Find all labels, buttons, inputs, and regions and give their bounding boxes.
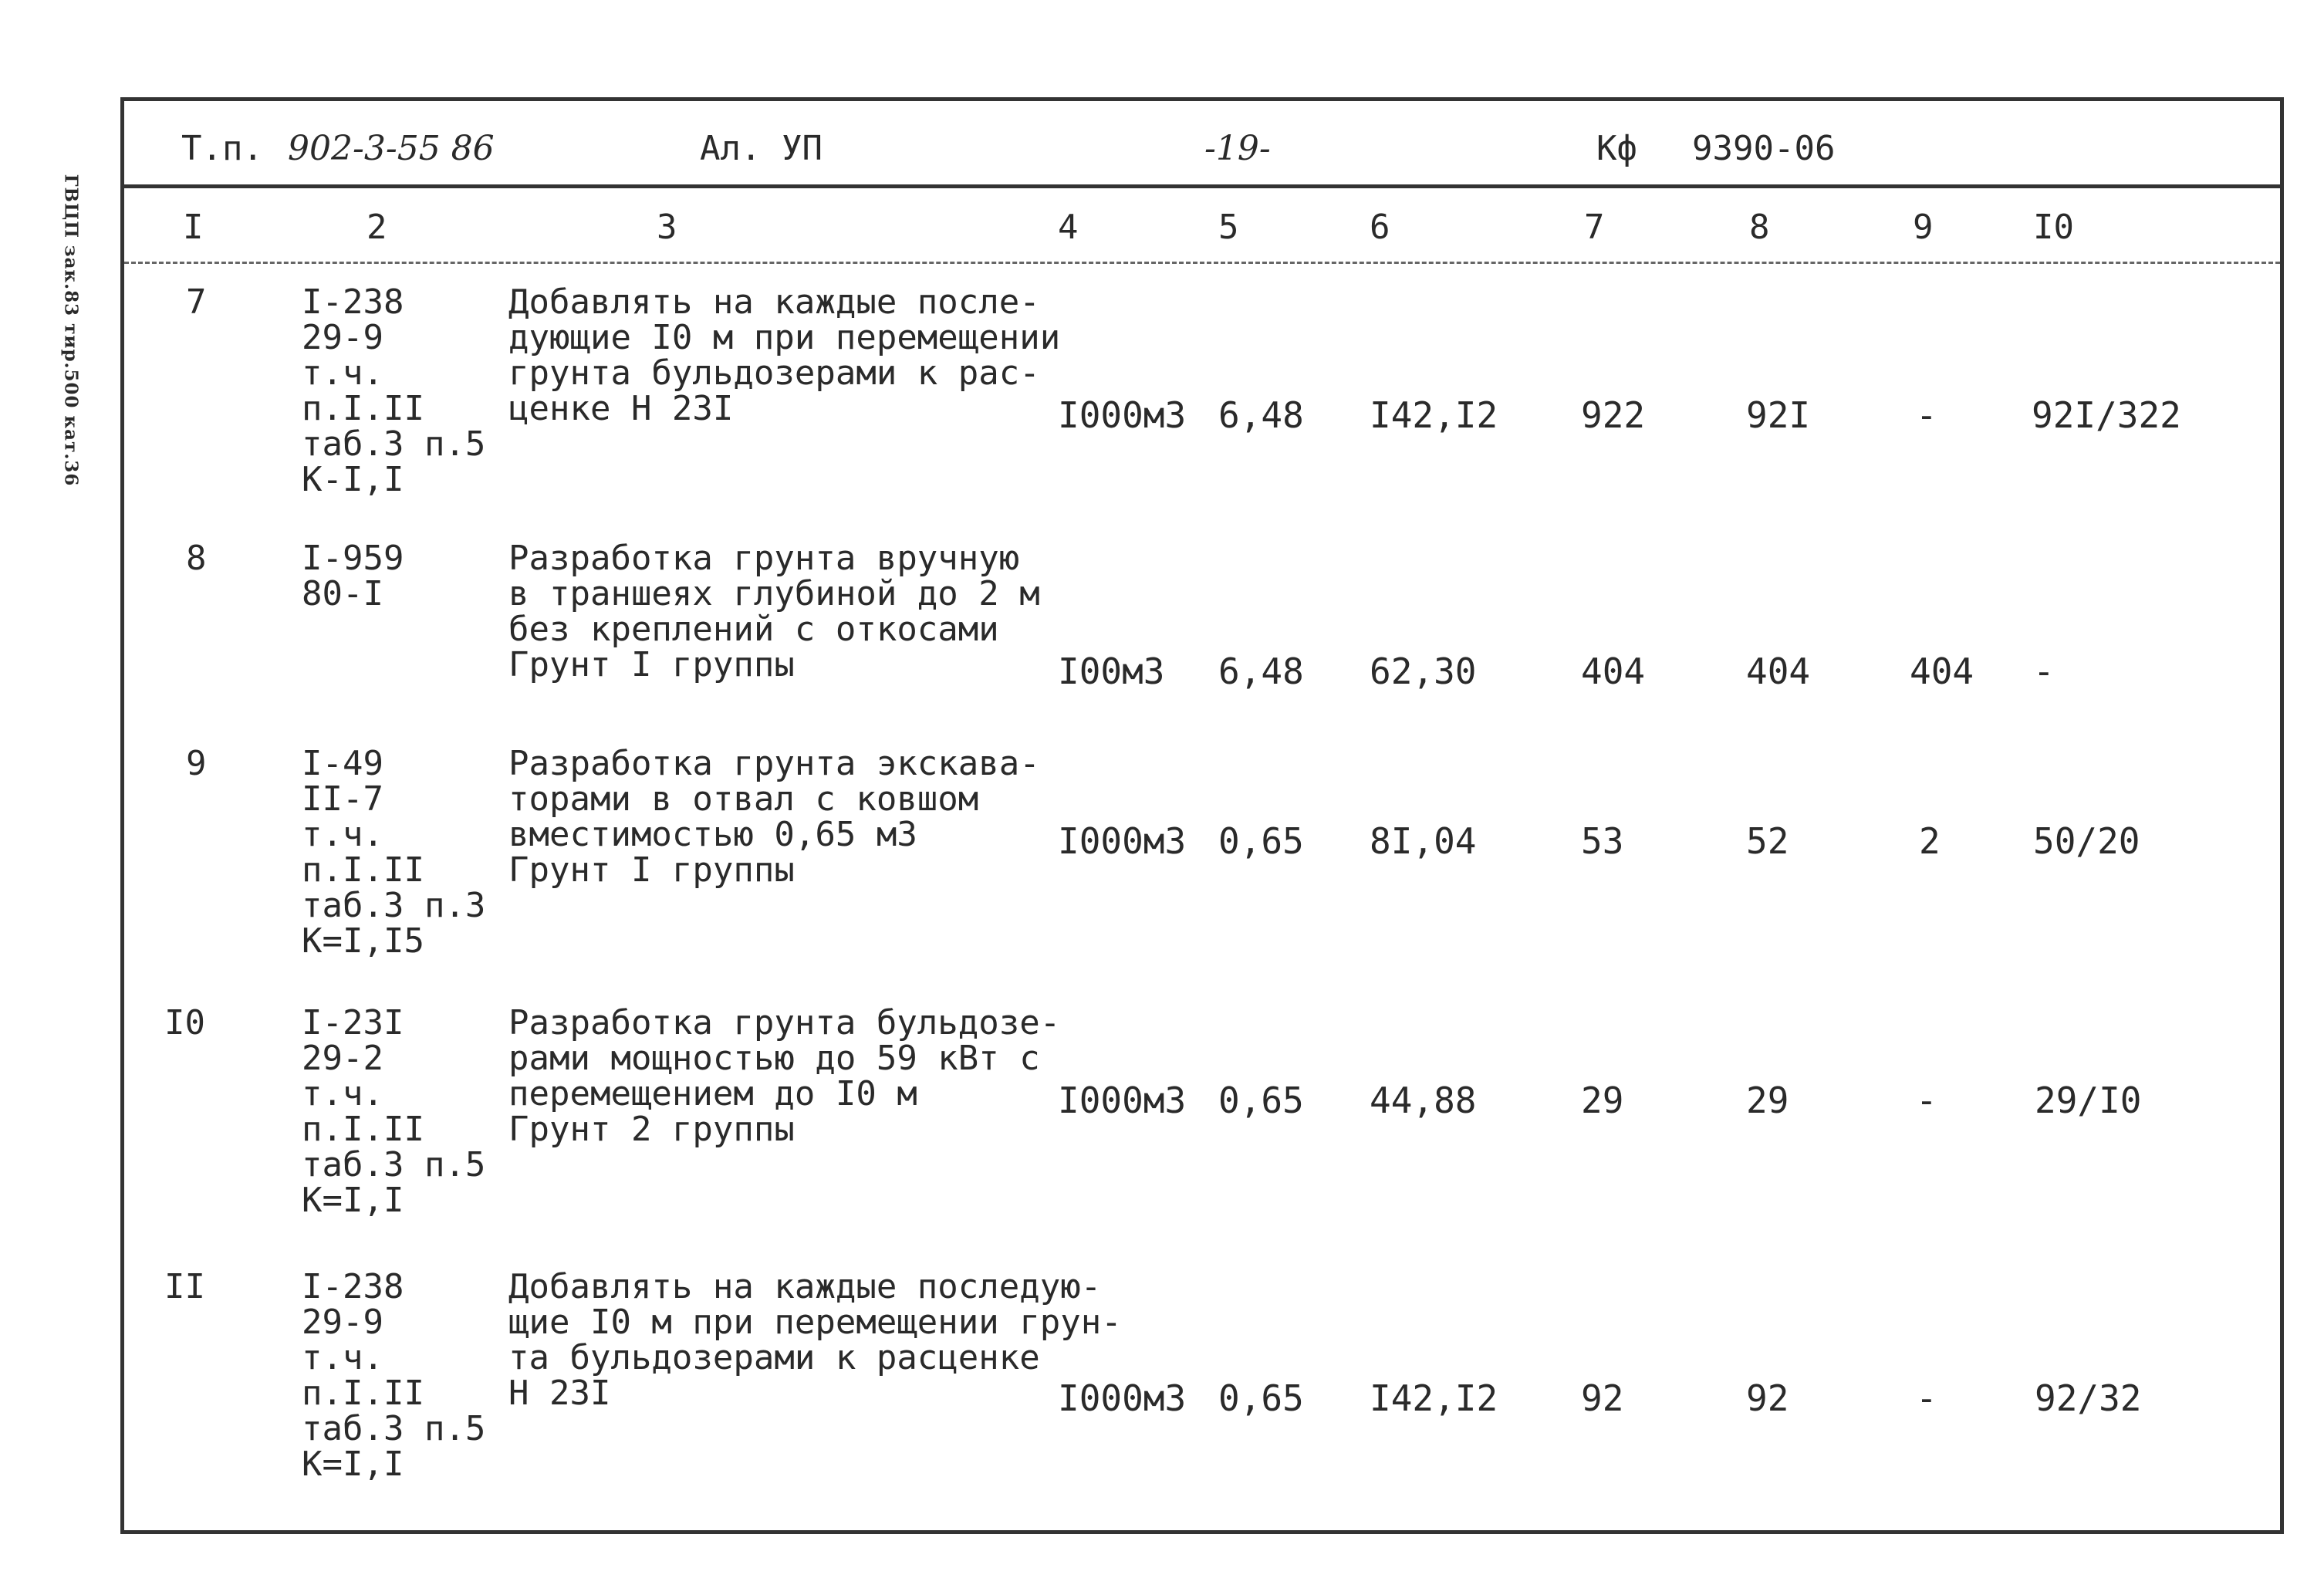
row-number: II [164,1267,205,1306]
row-number: 8 [186,539,207,578]
rate-code: I-959 80-I [302,539,404,613]
unit-cell: I000м3 [1058,394,1187,436]
col10-cell: 29/I0 [2035,1080,2142,1121]
unit-price-cell: I42,I2 [1370,394,1498,436]
doc-number: 902-3-55 86 [288,129,495,168]
col8-cell: 29 [1746,1080,1789,1121]
quantity-cell: 6,48 [1218,651,1304,692]
col9-cell: 2 [1919,820,1941,862]
page-number: -19- [1204,129,1271,168]
margin-print-stamp [56,114,86,546]
col8-cell: 92I [1746,394,1811,436]
unit-price-cell: I42,I2 [1370,1377,1498,1419]
col9-cell: 404 [1910,651,1974,692]
quantity-cell: 0,65 [1218,1377,1304,1419]
col8-cell: 404 [1746,651,1811,692]
rate-code: I-238 29-9 т.ч. п.I.II таб.3 п.5 К-I,I [302,282,486,499]
column-number: 5 [1218,208,1239,247]
col7-cell: 53 [1581,820,1624,862]
unit-price-cell: 8I,04 [1370,820,1477,862]
col10-cell: 50/20 [2033,820,2140,862]
rate-code: I-23I 29-2 т.ч. п.I.II таб.3 п.5 К=I,I [302,1003,486,1220]
rate-code: I-238 29-9 т.ч. п.I.II таб.3 п.5 К=I,I [302,1267,486,1484]
col7-cell: 922 [1581,394,1646,436]
margin-stamp-text: ГВЦП зак.83 тир.500 кат.36 [60,174,82,487]
quantity-cell: 0,65 [1218,820,1304,862]
unit-cell: I000м3 [1058,1377,1187,1419]
column-number: 9 [1913,208,1934,247]
unit-cell: I000м3 [1058,1080,1187,1121]
doc-prefix: Т.п. [181,129,263,168]
work-description: Разработка грунта экскава- торами в отвал с ковшом вместимостью 0,65 м3 Грунт I группы [508,744,1040,890]
column-number: 8 [1749,208,1770,247]
column-number: 7 [1584,208,1605,247]
row-number: 7 [186,282,207,322]
col7-cell: 404 [1581,651,1646,692]
col9-cell: - [1916,1377,1937,1419]
work-description: Разработка грунта бульдозе- рами мощностью до 59 кВт с перемещением до I0 м Грунт 2 группы [508,1003,1061,1149]
column-number: 3 [657,208,677,247]
col10-cell: 92/32 [2035,1377,2142,1419]
document-sheet [120,97,2284,1534]
col10-cell: 92I/322 [2032,394,2181,436]
column-number: 6 [1370,208,1390,247]
col7-cell: 29 [1581,1080,1624,1121]
work-description: Добавлять на каждые после- дующие I0 м при перемещении грунта бульдозерами к рас- ценке Н 23I [508,282,1061,428]
col9-cell: - [1916,394,1937,436]
col8-cell: 52 [1746,820,1789,862]
row-number: 9 [186,744,207,783]
page-header [124,101,2280,188]
col8-cell: 92 [1746,1377,1789,1419]
code-label: Кф [1596,129,1637,168]
column-number: 4 [1058,208,1079,247]
column-number: I [183,208,204,247]
column-number: I0 [2033,208,2074,247]
work-description: Разработка грунта вручную в траншеях глубиной до 2 м без креплений с откосами Грунт I группы [508,539,1040,684]
column-numbers-row [124,188,2280,264]
col7-cell: 92 [1581,1377,1624,1419]
column-number: 2 [367,208,387,247]
album-label: Ал. УП [700,129,823,168]
col10-cell: - [2033,651,2055,692]
rate-code: I-49 II-7 т.ч. п.I.II таб.3 п.3 К=I,I5 [302,744,486,961]
unit-price-cell: 62,30 [1370,651,1477,692]
unit-cell: I000м3 [1058,820,1187,862]
row-number: I0 [164,1003,205,1042]
unit-cell: I00м3 [1058,651,1165,692]
code-number: 9390-06 [1692,129,1836,168]
quantity-cell: 0,65 [1218,1080,1304,1121]
col9-cell: - [1916,1080,1937,1121]
work-description: Добавлять на каждые последую- щие I0 м при перемещении грун- та бульдозерами к расценке Н 23I [508,1267,1122,1413]
unit-price-cell: 44,88 [1370,1080,1477,1121]
quantity-cell: 6,48 [1218,394,1304,436]
